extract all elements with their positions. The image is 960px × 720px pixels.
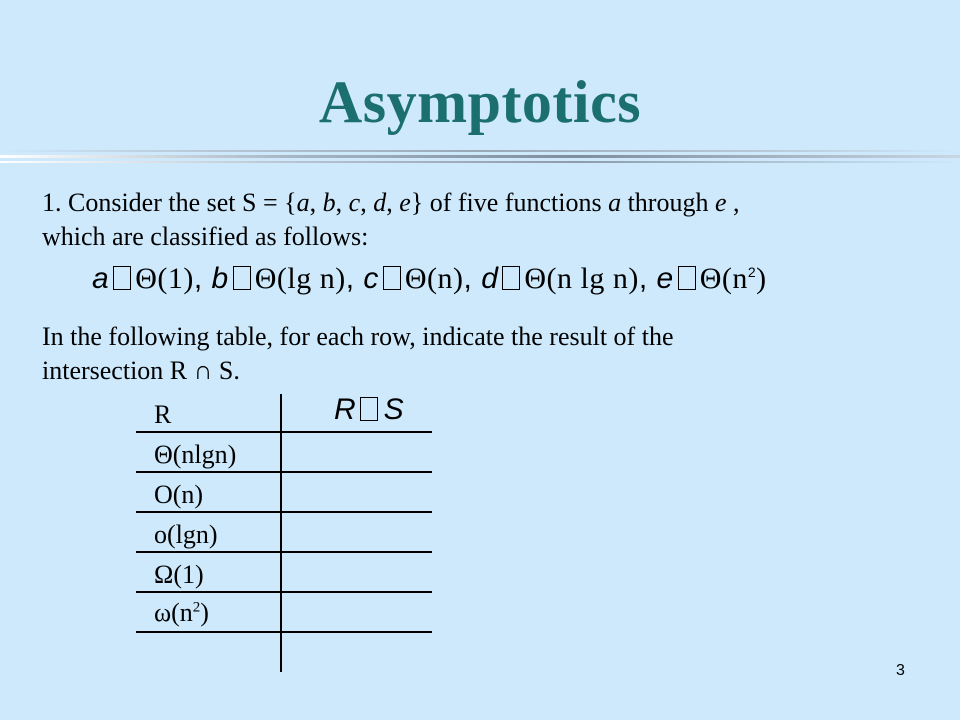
table-row-divider	[136, 631, 432, 633]
table-row-label	[154, 598, 209, 628]
formula-var-c: c	[363, 262, 379, 295]
table-row-label: o(lgn)	[154, 520, 218, 549]
table-row-label: Θ(nlgn)	[154, 440, 237, 469]
table-header-result	[334, 393, 404, 427]
formula-rest-a: Θ(1)	[135, 262, 194, 295]
formula-close-e: )	[756, 262, 767, 295]
row5-base: ω(n	[154, 598, 193, 627]
formula-rest-c: Θ(n)	[404, 262, 464, 295]
instruction-line-2: intersection R ∩ S.	[42, 356, 240, 385]
formula-var-e: e	[656, 262, 674, 295]
formula-rest-d: Θ(n lg n)	[524, 262, 639, 295]
table-row-divider	[136, 431, 432, 433]
formula-rest-e: Θ(n	[699, 262, 748, 295]
header-s-symbol: S	[383, 393, 404, 426]
formula-var-d: d	[481, 262, 499, 295]
formula-rest-b: Θ(lg n)	[254, 262, 346, 295]
table-row-divider	[136, 591, 432, 593]
page-number: 3	[896, 662, 905, 679]
table-row-divider	[136, 511, 432, 513]
table-row-label: Ω(1)	[154, 560, 204, 589]
formula-exponent: 2	[747, 264, 757, 280]
table-header-r: R	[154, 400, 172, 429]
row5-close: )	[200, 598, 209, 627]
table-row-divider	[136, 471, 432, 473]
title-divider	[0, 150, 960, 166]
intro-line-1: 1. Consider the set S = {a, b, c, d, e} of five functions a through e ,	[42, 188, 740, 217]
row5-exponent: 2	[192, 599, 201, 616]
header-r-symbol: R	[334, 393, 356, 426]
formula-var-b: b	[211, 262, 229, 295]
element-of-icon	[383, 266, 401, 290]
instruction-line-1: In the following table, for each row, indicate the result of the	[42, 322, 674, 351]
element-of-icon	[233, 266, 251, 290]
classification-formula: a Θ(1), b Θ(lg n), c Θ(n), d Θ(n lg n), e $\Theta(n^2)$	[92, 262, 767, 295]
question-instruction	[42, 320, 922, 388]
element-of-icon	[678, 266, 696, 290]
slide-title: Asymptotics	[318, 69, 642, 135]
intro-line-2: which are classified as follows:	[42, 222, 369, 251]
question-intro	[42, 186, 922, 254]
element-of-icon	[502, 266, 520, 290]
table-row-divider	[136, 551, 432, 553]
element-of-icon	[113, 266, 131, 290]
formula-var-a: a	[92, 262, 110, 295]
intersection-icon	[360, 397, 378, 421]
table-row-label: O(n)	[154, 480, 204, 509]
